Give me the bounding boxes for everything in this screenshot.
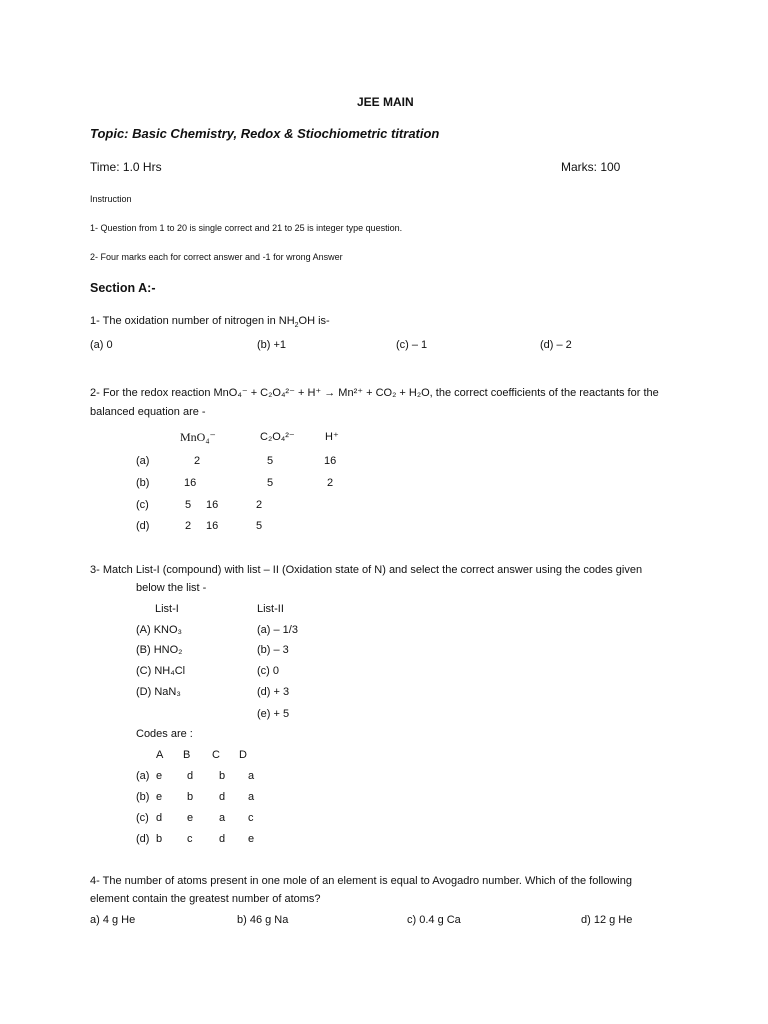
q3-code-cell: e — [156, 791, 163, 803]
q3-code-cell: a — [248, 791, 255, 803]
q2-stem-line2: balanced equation are - — [90, 406, 206, 418]
q3-code-cell: e — [156, 770, 163, 782]
q3-list2-item: (b) – 3 — [257, 644, 289, 656]
q2-cell: 16 — [206, 520, 219, 532]
q3-codes-header: C — [212, 749, 220, 761]
q3-code-cell: a — [248, 770, 255, 782]
q2-cell: 5 — [267, 477, 274, 489]
q3-list1-item: (B) HNO₂ — [136, 644, 183, 656]
time-label: Time: 1.0 Hrs — [90, 160, 162, 174]
q3-code-cell: e — [187, 812, 194, 824]
q4-option-c: c) 0.4 g Ca — [407, 914, 461, 926]
q3-code-label: (b) — [136, 791, 150, 803]
q3-code-label: (a) — [136, 770, 150, 782]
q2-row-label: (c) — [136, 499, 149, 511]
q3-list2-heading: List-II — [257, 603, 284, 615]
q2-cell: 16 — [324, 455, 337, 467]
q3-code-cell: a — [219, 812, 226, 824]
q2-row-label: (b) — [136, 477, 150, 489]
q3-list1-item: (C) NH₄Cl — [136, 665, 186, 677]
q3-code-cell: b — [187, 791, 194, 803]
q2-cell: 5 — [185, 499, 192, 511]
q1-option-b: (b) +1 — [257, 339, 287, 351]
q4-option-b: b) 46 g Na — [237, 914, 289, 926]
q4-option-a: a) 4 g He — [90, 914, 136, 926]
q3-code-cell: d — [156, 812, 163, 824]
q2-cell: 16 — [206, 499, 219, 511]
q3-code-cell: d — [187, 770, 194, 782]
q1-stem: 1- The oxidation number of nitrogen in $NH_2OH$ is- — [90, 315, 330, 330]
q3-code-label: (c) — [136, 812, 149, 824]
q2-col-header: C₂O₄²⁻ — [260, 431, 295, 443]
topic-line: Topic: Basic Chemistry, Redox & Stiochiometric titration — [90, 126, 440, 141]
q3-code-cell: c — [187, 833, 193, 845]
q3-stem-line1: 3- Match List-I (compound) with list – II (Oxidation state of N) and select the correct answer using the codes given — [90, 564, 643, 576]
q3-codes-header: A — [156, 749, 164, 761]
q3-code-label: (d) — [136, 833, 150, 845]
q3-code-cell: c — [248, 812, 254, 824]
q2-col-header: MnO₄⁻ — [180, 430, 216, 444]
q1-option-c: (c) – 1 — [396, 339, 428, 351]
q3-list1-item: (D) NaN₃ — [136, 686, 181, 698]
q3-code-cell: b — [156, 833, 163, 845]
q2-cell: 2 — [256, 499, 263, 511]
q2-col-header: H⁺ — [325, 431, 339, 443]
q4-stem-line1: 4- The number of atoms present in one mole of an element is equal to Avogadro number. Which of the following — [90, 875, 632, 887]
q1-option-d: (d) – 2 — [540, 339, 572, 351]
q2-row-label: (a) — [136, 455, 150, 467]
q2-cell: 5 — [256, 520, 263, 532]
exam-title: JEE MAIN — [357, 95, 414, 109]
q2-cell: 2 — [194, 455, 201, 467]
q2-cell: 5 — [267, 455, 274, 467]
q2-cell: 2 — [185, 520, 192, 532]
q3-codes-header: D — [239, 749, 247, 761]
q3-list2-item: (e) + 5 — [257, 708, 290, 720]
q1-option-a: (a) 0 — [90, 339, 113, 351]
q3-list2-item: (c) 0 — [257, 665, 279, 677]
q3-list2-item: (d) + 3 — [257, 686, 290, 698]
q3-code-cell: b — [219, 770, 226, 782]
q2-stem-line1: 2- For the redox reaction MnO₄⁻ + C₂O₄²⁻ + H⁺ → Mn²⁺ + CO₂ + H₂O, the correct coefficients of the reactants for the — [90, 387, 659, 399]
q2-cell: 16 — [184, 477, 197, 489]
q3-code-cell: e — [248, 833, 255, 845]
marks-label: Marks: 100 — [561, 160, 621, 174]
q4-stem-line2: element contain the greatest number of atoms? — [90, 893, 321, 905]
q3-list2-item: (a) – 1/3 — [257, 624, 298, 636]
instruction-item: 1- Question from 1 to 20 is single correct and 21 to 25 is integer type question. — [90, 223, 403, 233]
q3-codes-header: B — [183, 749, 191, 761]
q3-list1-heading: List-I — [155, 603, 179, 615]
q3-stem-line2: below the list - — [136, 582, 207, 594]
q2-row-label: (d) — [136, 520, 150, 532]
q3-list1-item: (A) KNO₃ — [136, 624, 183, 636]
q3-code-cell: d — [219, 791, 226, 803]
q3-code-cell: d — [219, 833, 226, 845]
q2-cell: 2 — [327, 477, 334, 489]
section-heading: Section A:- — [90, 281, 156, 295]
instruction-heading: Instruction — [90, 194, 132, 204]
instruction-item: 2- Four marks each for correct answer and -1 for wrong Answer — [90, 252, 343, 262]
q3-codes-label: Codes are : — [136, 728, 193, 740]
q4-option-d: d) 12 g He — [581, 914, 633, 926]
